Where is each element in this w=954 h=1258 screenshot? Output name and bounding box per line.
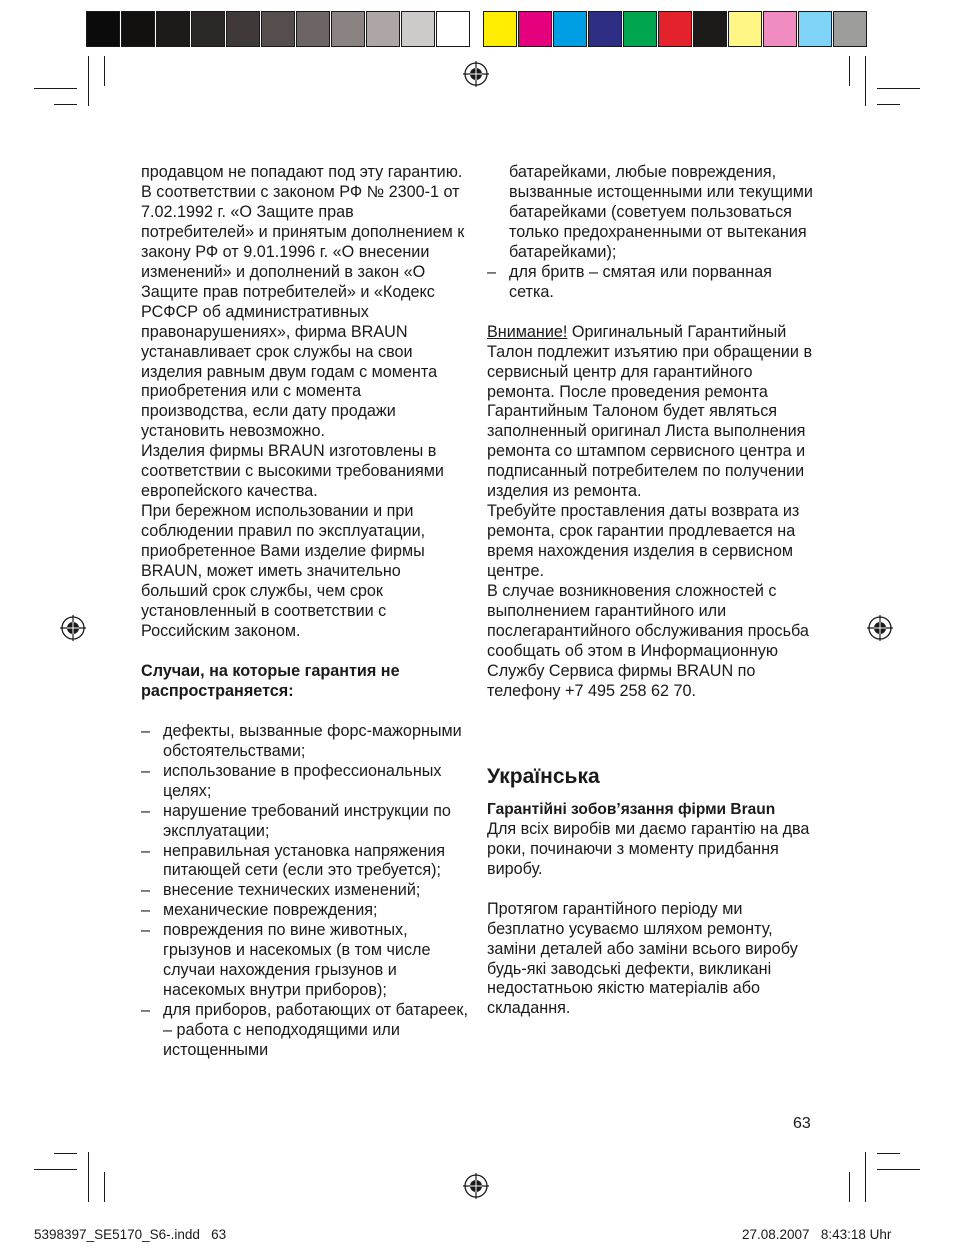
page-number: 63 <box>793 1115 811 1132</box>
attention-paragraph: Внимание! Оригинальный Гарантийный Талон подлежит изъятию при обращении в сервисный центр для гарантийного ремонта. После проведения ремонта Гарантийным Талоном будет являться заполненный оригинал Листа выполнения ремонта со штампом сервисного центра и подписанный потребителем по получении изделия из ремонта. <box>487 322 813 501</box>
body-paragraph: Протягом гарантійного періоду ми безплатно усуваємо шляхом ремонту, заміни деталей або заміни всього виробу будь-які заводські дефекти, викликані недостатньою якістю матеріалів або складання. <box>487 899 798 1018</box>
list-item: батарейками, любые повреждения, вызванные истощенными или текущими батарейками (советуем пользоваться только предохраненными от вытекания батарейками); <box>509 163 813 261</box>
color-swatch <box>588 11 622 47</box>
body-paragraph: При бережном использовании и при соблюдении правил по эксплуатации, приобретенное Вами изделие фирмы BRAUN, может иметь значительно больший срок службы, чем срок установленный в соответствии с Российским законом. <box>141 502 426 640</box>
color-swatch <box>833 11 867 47</box>
left-column <box>141 163 471 1061</box>
crop-mark <box>34 1169 77 1170</box>
color-swatch <box>763 11 797 47</box>
list-item: – дефекты, вызванные форс-мажорными обстоятельствами; <box>141 721 462 760</box>
registration-mark-icon <box>60 615 86 641</box>
color-swatch <box>261 11 295 47</box>
slug-filename: 5398397_SE5170_S6-.indd 63 <box>34 1227 227 1242</box>
crop-mark <box>88 1152 89 1202</box>
right-column <box>487 163 817 1019</box>
color-swatch <box>191 11 225 47</box>
list-item: – внесение технических изменений; <box>141 881 421 900</box>
color-swatch <box>121 11 155 47</box>
body-paragraph: Изделия фирмы BRAUN изготовлены в соответствии с высокими требованиями европейского качества. <box>141 442 444 501</box>
crop-mark <box>54 104 77 105</box>
list-item: – нарушение требований инструкции по эксплуатации; <box>141 801 451 840</box>
crop-mark <box>877 88 920 89</box>
crop-mark <box>849 1172 850 1202</box>
grayscale-color-bar <box>86 11 471 47</box>
color-swatch <box>658 11 692 47</box>
list-item: – повреждения по вине животных, грызунов и насекомых (в том числе случаи нахождения грызунов и насекомых внутри приборов); <box>141 921 431 1000</box>
color-swatch <box>518 11 552 47</box>
color-swatch <box>366 11 400 47</box>
color-swatch <box>436 11 470 47</box>
crop-mark <box>865 1152 866 1202</box>
crop-mark <box>877 104 900 105</box>
list-item: – неправильная установка напряжения питающей сети (если это требуется); <box>141 841 446 880</box>
process-color-bar <box>483 11 868 47</box>
registration-mark-icon <box>463 61 489 87</box>
section-subtitle: Гарантійні зобов’язання фірми Braun <box>487 800 776 818</box>
color-swatch <box>401 11 435 47</box>
color-swatch <box>226 11 260 47</box>
color-swatch <box>331 11 365 47</box>
crop-mark <box>877 1153 900 1154</box>
color-swatch <box>483 11 517 47</box>
body-paragraph: Для всіх виробів ми даємо гарантію на два роки, починаючи з моменту придбання виробу. <box>487 819 810 878</box>
color-swatch <box>728 11 762 47</box>
crop-mark <box>104 56 105 86</box>
color-swatch <box>693 11 727 47</box>
color-swatch <box>623 11 657 47</box>
crop-mark <box>865 56 866 106</box>
slug-timestamp: 27.08.2007 8:43:18 Uhr <box>742 1227 892 1242</box>
body-paragraph: В случае возникновения сложностей с выполнением гарантийного или послегарантийного обслуживания просьба сообщать об этом в Информационную Службу Сервиса фирмы BRAUN по телефону +7 495 258 62 70. <box>487 582 809 700</box>
crop-mark <box>849 56 850 86</box>
color-swatch <box>296 11 330 47</box>
color-swatch <box>86 11 120 47</box>
crop-mark <box>88 56 89 106</box>
list-item: – для приборов, работающих от батареек, – работа с неподходящими или истощенными <box>141 1001 469 1060</box>
list-item: – для бритв – смятая или порванная сетка. <box>487 262 772 301</box>
section-heading: Случаи, на которые гарантия не распространяется: <box>141 661 400 700</box>
crop-mark <box>104 1172 105 1202</box>
crop-mark <box>54 1153 77 1154</box>
body-paragraph: продавцом не попадают под эту гарантию. <box>141 163 463 181</box>
registration-mark-icon <box>867 615 893 641</box>
section-title: Українська <box>487 764 600 788</box>
color-swatch <box>156 11 190 47</box>
crop-mark <box>877 1169 920 1170</box>
attention-label: Внимание! <box>487 322 568 341</box>
color-swatch <box>798 11 832 47</box>
list-item: – использование в профессиональных целях; <box>141 761 442 800</box>
list-item: – механические повреждения; <box>141 901 378 920</box>
crop-mark <box>34 88 77 89</box>
body-paragraph: Требуйте проставления даты возврата из ремонта, срок гарантии продлевается на время нахождения изделия в сервисном центре. <box>487 502 800 581</box>
color-swatch <box>553 11 587 47</box>
body-paragraph: В соответствии с законом РФ № 2300-1 от 7.02.1992 г. «О Защите прав потребителей» и принятым дополнением к закону РФ от 9.01.1996 г. «О внесении изменений» и дополнений в закон «О Защите прав потребителей» и «Кодекс РСФСР об административных правонарушениях», фирма BRAUN устанавливает срок службы на свои изделия равным двум годам с момента приобретения или с момента производства, если дату продажи установить невозможно. <box>141 182 465 441</box>
registration-mark-icon <box>463 1173 489 1199</box>
